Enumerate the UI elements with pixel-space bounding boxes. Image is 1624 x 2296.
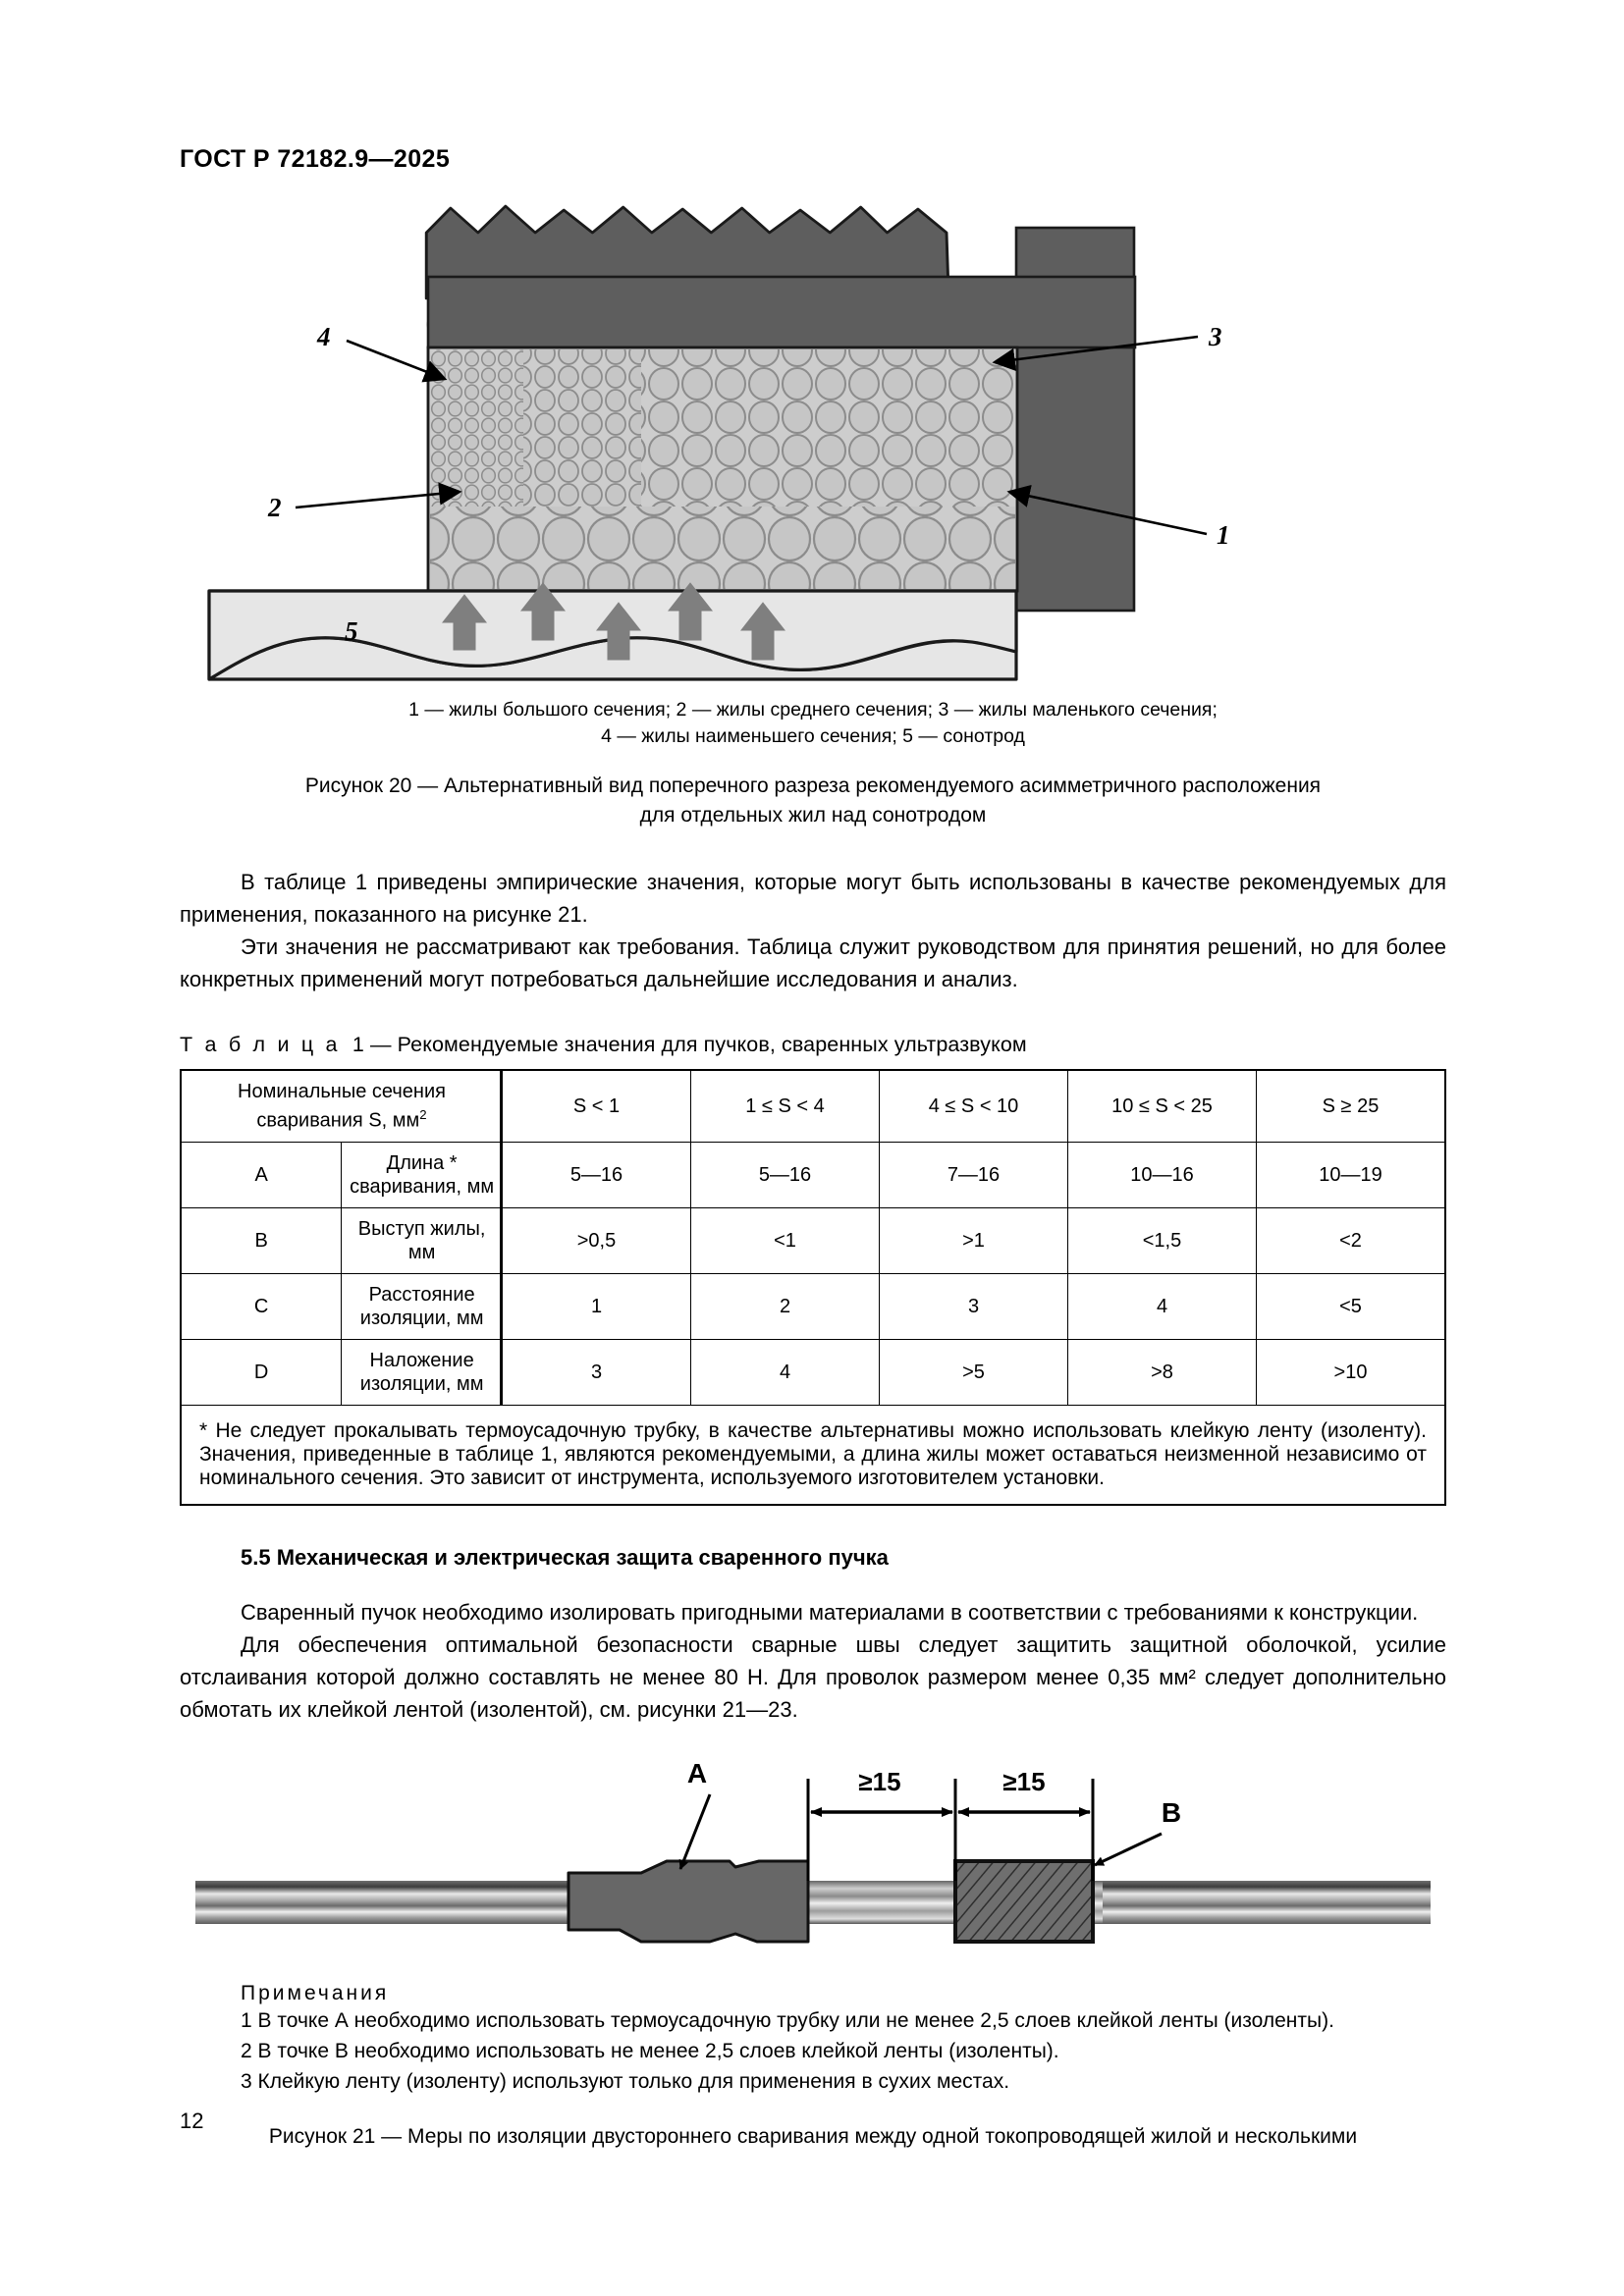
table-row-d-value-5: >10 (1257, 1339, 1446, 1405)
table-row-d-letter: D (181, 1339, 342, 1405)
table-row-a-value-3: 7—16 (880, 1142, 1068, 1207)
table-row-b-value-2: <1 (691, 1207, 880, 1273)
fig20-conductor-bundle (428, 347, 1017, 591)
table-header-col-3: 4 ≤ S < 10 (880, 1070, 1068, 1142)
figure-21-caption: Рисунок 21 — Меры по изоляции двустороннего сваривания между одной токопроводящей жилой и несколькими (268, 2124, 1358, 2148)
figure-21-drawing (180, 1755, 1446, 1966)
table-row-a-value-2: 5—16 (691, 1142, 880, 1207)
fig20-callout-3: 3 (1209, 322, 1222, 351)
paragraph-section-5-5-2: Для обеспечения оптимальной безопасности сварные швы следует защитить защитной оболочкой, усилие отслаивания которой должно составлять не менее 80 Н. Для проволок размером менее 0,35 мм² следует дополнительно обмотать их клейкой лентой (изолентой), см. рисунки 21—23. (180, 1631, 1446, 1722)
fig21-dim-right-label: ≥15 (1002, 1766, 1046, 1796)
table-row-a-letter: A (181, 1142, 342, 1207)
table-header-col-2: 1 ≤ S < 4 (691, 1070, 880, 1142)
table-row-c-param: Расстояние изоляции, мм (342, 1273, 503, 1339)
figure-21 (180, 1755, 1446, 1966)
fig21-dim-left-label: ≥15 (858, 1766, 901, 1796)
table-row (181, 1207, 1445, 1273)
table-1-footnote: * Не следует прокалывать термоусадочную трубку, в качестве альтернативы можно использовать клейкую ленту (изоленту). Значения, приведенные в таблице 1, являются рекомендуемыми, а длина жилы может оставаться неизменной независимо от номинального сечения. Это зависит от инструмента, используемого изготовителем установки. (181, 1405, 1445, 1505)
fig21-label-b: B (1161, 1796, 1182, 1828)
table-row-b-value-4: <1,5 (1068, 1207, 1257, 1273)
figure-20-caption (180, 772, 1446, 830)
table-row-d-value-4: >8 (1068, 1339, 1257, 1405)
figure-20-legend-line-1: 1 — жилы большого сечения; 2 — жилы среднего сечения; 3 — жилы маленького сечения; (408, 699, 1218, 721)
table-row-b-value-3: >1 (880, 1207, 1068, 1273)
table-row (181, 1339, 1445, 1405)
section-5-5-heading: 5.5 Механическая и электрическая защита сваренного пучка (241, 1544, 889, 1570)
figure-20 (180, 200, 1446, 691)
table-1-title-number: 1 (352, 1033, 364, 1056)
fig21-leaders (680, 1794, 1162, 1869)
fig20-callout-5: 5 (345, 616, 358, 646)
table-row-d-value-3: >5 (880, 1339, 1068, 1405)
fig21-dimension-labels (858, 1767, 1045, 1796)
table-row-b-letter: B (181, 1207, 342, 1273)
fig21-point-labels (687, 1758, 1181, 1828)
table-header-col-1: S < 1 (503, 1070, 691, 1142)
table-row-a-value-5: 10—19 (1257, 1142, 1446, 1207)
fig21-cable (195, 1881, 1431, 1924)
figure-20-caption-line-1: Рисунок 20 — Альтернативный вид поперечного разреза рекомендуемого асимметричного расположения (304, 774, 1322, 797)
note-item-2: 2 В точке В необходимо использовать не менее 2,5 слоев клейкой ленты (изоленты). (241, 2039, 1059, 2062)
table-1 (180, 1069, 1446, 1506)
figure-20-caption-line-2: для отдельных жил над сонотродом (639, 804, 987, 827)
table-header-param-exponent: 2 (419, 1107, 427, 1122)
document-header-standard-id: ГОСТ Р 72182.9—2025 (180, 145, 451, 173)
table-header-col-5: S ≥ 25 (1257, 1070, 1446, 1142)
table-row-c-value-1: 1 (503, 1273, 691, 1339)
fig21-point-a-sleeve (568, 1861, 808, 1942)
table-row-b-param: Выступ жилы, мм (342, 1207, 503, 1273)
table-header-col-4: 10 ≤ S < 25 (1068, 1070, 1257, 1142)
note-item-1: 1 В точке А необходимо использовать термоусадочную трубку или не менее 2,5 слоев клейкой ленты (изоленты). (241, 2008, 1334, 2032)
paragraph-section-5-5-1: Сваренный пучок необходимо изолировать пригодными материалами в соответствии с требованиями к конструкции. (241, 1599, 1419, 1625)
table-row-c-value-5: <5 (1257, 1273, 1446, 1339)
table-row-b-value-1: >0,5 (503, 1207, 691, 1273)
figure-20-drawing (180, 200, 1446, 691)
fig21-label-a: A (686, 1757, 708, 1789)
fig20-callout-4: 4 (317, 322, 331, 351)
table-row-d-value-1: 3 (503, 1339, 691, 1405)
fig20-callout-2: 2 (268, 493, 282, 522)
table-1-title (180, 1033, 1446, 1057)
table-header-row (181, 1070, 1445, 1142)
table-row (181, 1273, 1445, 1339)
paragraph-table-intro: В таблице 1 приведены эмпирические значения, которые могут быть использованы в качестве рекомендуемых для применения, показанного на рисунке 21. (180, 870, 1446, 927)
table-row-a-value-1: 5—16 (503, 1142, 691, 1207)
table-row-a-param: Длина * сваривания, мм (342, 1142, 503, 1207)
table-row-b-value-5: <2 (1257, 1207, 1446, 1273)
table-row-c-value-2: 2 (691, 1273, 880, 1339)
table-row-a-value-4: 10—16 (1068, 1142, 1257, 1207)
fig21-point-b-tape (955, 1861, 1093, 1942)
figure-20-legend-line-2: 4 — жилы наименьшего сечения; 5 — сонотрод (601, 725, 1025, 747)
table-header-param-text: Номинальные сечения сваривания S, мм (238, 1081, 446, 1132)
table-footnote-row (181, 1405, 1445, 1505)
page-content (180, 196, 1446, 2152)
note-item-3: 3 Клейкую ленту (изоленту) используют только для применения в сухих местах. (241, 2069, 1010, 2093)
figure-20-legend (180, 697, 1446, 750)
fig20-callout-1: 1 (1217, 520, 1230, 550)
notes-heading: Примечания (241, 1981, 390, 2004)
table-row-c-letter: C (181, 1273, 342, 1339)
paragraph-values-guidance: Эти значения не рассматривают как требования. Таблица служит руководством для принятия решений, но для более конкретных применений могут потребоваться дальнейшие исследования и анализ. (180, 934, 1446, 991)
table-row-d-param: Наложение изоляции, мм (342, 1339, 503, 1405)
fig20-sonotrode (209, 583, 1016, 679)
table-row-d-value-2: 4 (691, 1339, 880, 1405)
table-1-title-prefix: Т а б л и ц а (180, 1033, 341, 1056)
table-header-param-cell (181, 1070, 503, 1142)
table-row-c-value-4: 4 (1068, 1273, 1257, 1339)
table-row-c-value-3: 3 (880, 1273, 1068, 1339)
page-number: 12 (180, 2109, 204, 2133)
table-1-title-rest: — Рекомендуемые значения для пучков, сваренных ультразвуком (369, 1033, 1027, 1056)
table-row (181, 1142, 1445, 1207)
